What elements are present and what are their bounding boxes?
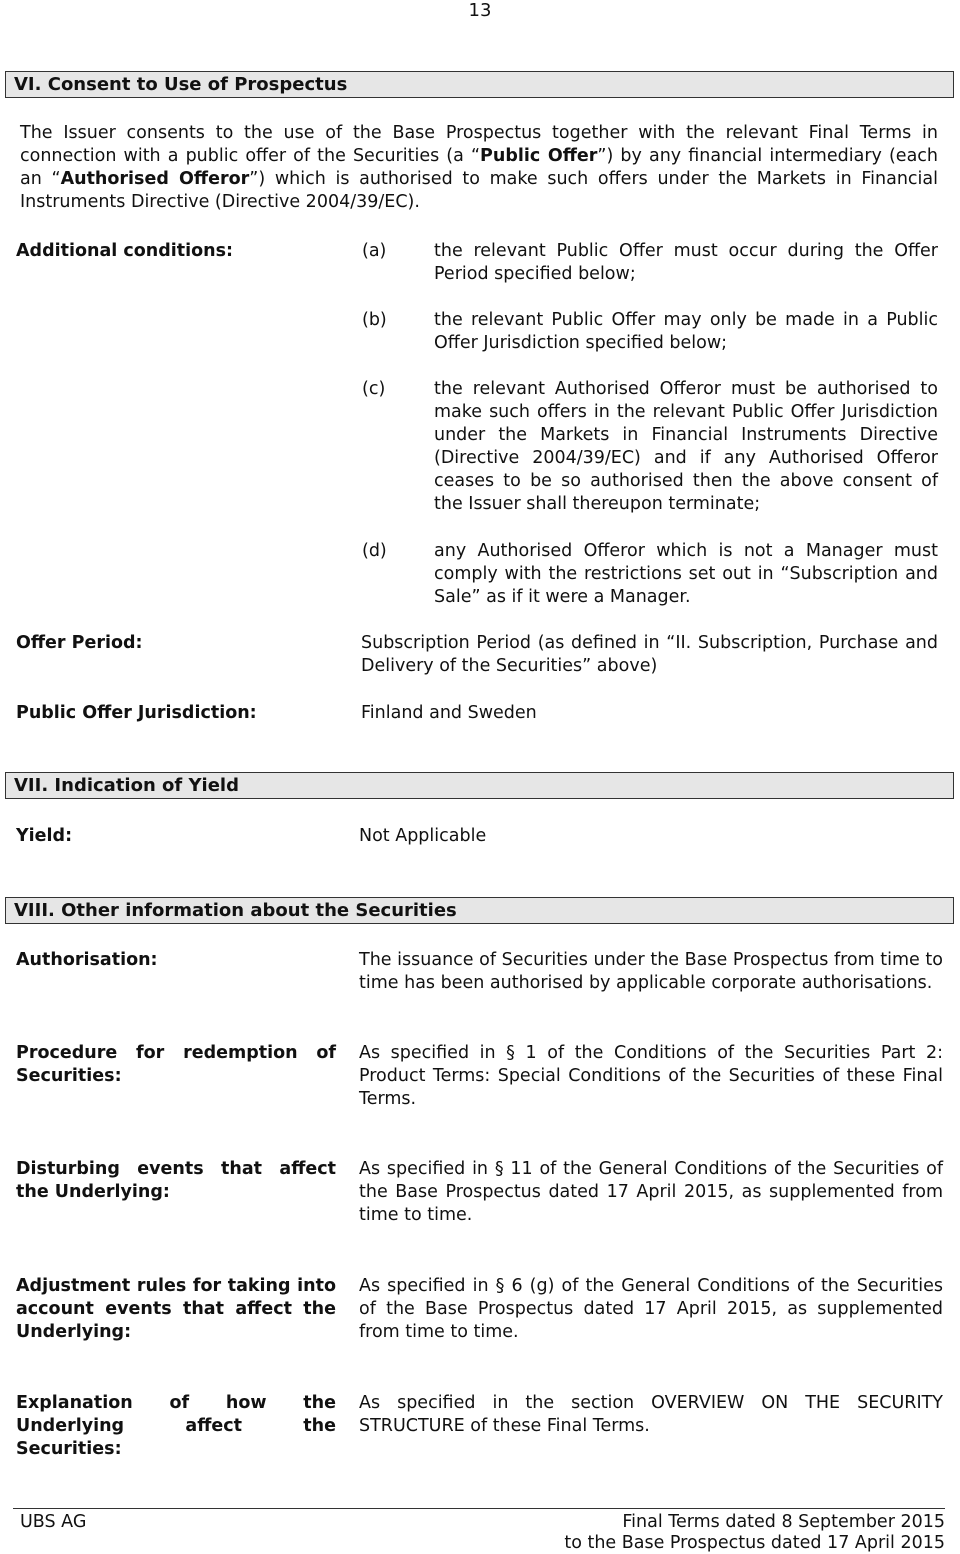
condition-letter-a: (a) xyxy=(362,241,387,261)
offer-period-value: Subscription Period (as defined in “II. Subscription, Purchase and Delivery of the Securities” above) xyxy=(361,633,938,676)
additional-conditions-label: Additional conditions: xyxy=(16,241,233,261)
section-heading-consent: VI. Consent to Use of Prospectus xyxy=(5,71,954,98)
footer-dates xyxy=(564,1512,945,1554)
condition-letter-b: (b) xyxy=(362,310,387,330)
yield-value: Not Applicable xyxy=(359,826,487,846)
public-offer-term: Public Offer xyxy=(480,146,598,166)
jurisdiction-label: Public Offer Jurisdiction: xyxy=(16,703,257,723)
footer-base-prospectus-date: to the Base Prospectus dated 17 April 2015 xyxy=(564,1533,945,1553)
adjustment-rules-value: As specified in § 6 (g) of the General Conditions of the Securities of the Base Prospectus dated 17 April 2015, as supplemented from time to time. xyxy=(359,1276,943,1342)
consent-intro-paragraph xyxy=(20,122,938,214)
condition-text-b: the relevant Public Offer may only be made in a Public Offer Jurisdiction specified below; xyxy=(434,310,938,353)
footer-issuer: UBS AG xyxy=(20,1512,87,1532)
section-heading-other-info: VIII. Other information about the Securities xyxy=(5,897,954,924)
intro-text-b: ”) by any financial intermediary (each an “ xyxy=(20,146,939,189)
authorisation-label: Authorisation: xyxy=(16,950,158,970)
authorisation-value: The issuance of Securities under the Base Prospectus from time to time has been authorised by applicable corporate authorisations. xyxy=(359,950,943,993)
disturbing-events-label: Disturbing events that affect the Underlying: xyxy=(16,1159,336,1202)
disturbing-events-value: As specified in § 11 of the General Conditions of the Securities of the Base Prospectus dated 17 April 2015, as supplemented from time to time. xyxy=(359,1159,943,1225)
condition-letter-d: (d) xyxy=(362,541,387,561)
condition-text-d: any Authorised Offeror which is not a Manager must comply with the restrictions set out in “Subscription and Sale” as if it were a Manager. xyxy=(434,541,938,607)
redemption-procedure-label: Procedure for redemption of Securities: xyxy=(16,1043,336,1086)
page-number: 13 xyxy=(468,0,492,21)
adjustment-rules-label: Adjustment rules for taking into account events that affect the Underlying: xyxy=(16,1276,336,1342)
section-heading-yield: VII. Indication of Yield xyxy=(5,772,954,799)
underlying-explanation-value: As specified in the section OVERVIEW ON THE SECURITY STRUCTURE of these Final Terms. xyxy=(359,1393,943,1436)
authorised-offeror-term: Authorised Offeror xyxy=(60,169,250,189)
underlying-explanation-label: Explanation of how the Underlying affect the Securities: xyxy=(16,1393,336,1459)
footer-final-terms-date: Final Terms dated 8 September 2015 xyxy=(622,1512,945,1532)
footer-divider xyxy=(13,1508,945,1509)
condition-letter-c: (c) xyxy=(362,379,386,399)
intro-text-c: ”) which is authorised to make such offers under the Markets in Financial Instruments Directive (Directive 2004/39/EC). xyxy=(20,169,938,212)
yield-label: Yield: xyxy=(16,826,73,846)
offer-period-label: Offer Period: xyxy=(16,633,143,653)
condition-text-a: the relevant Public Offer must occur during the Offer Period specified below; xyxy=(434,241,938,284)
condition-text-c: the relevant Authorised Offeror must be authorised to make such offers in the relevant Public Offer Jurisdiction under the Markets in Financial Instruments Directive (Directive 2004/39/EC) and if any Authorised Offeror ceases to be so authorised then the above consent of the Issuer shall thereupon terminate; xyxy=(434,379,938,514)
redemption-procedure-value: As specified in § 1 of the Conditions of the Securities Part 2: Product Terms: Special Conditions of the Securities of these Final Terms. xyxy=(359,1043,943,1109)
jurisdiction-value: Finland and Sweden xyxy=(361,703,537,723)
intro-text-a: The Issuer consents to the use of the Base Prospectus together with the relevant Final Terms in connection with a public offer of the Securities (a “ xyxy=(20,123,938,166)
